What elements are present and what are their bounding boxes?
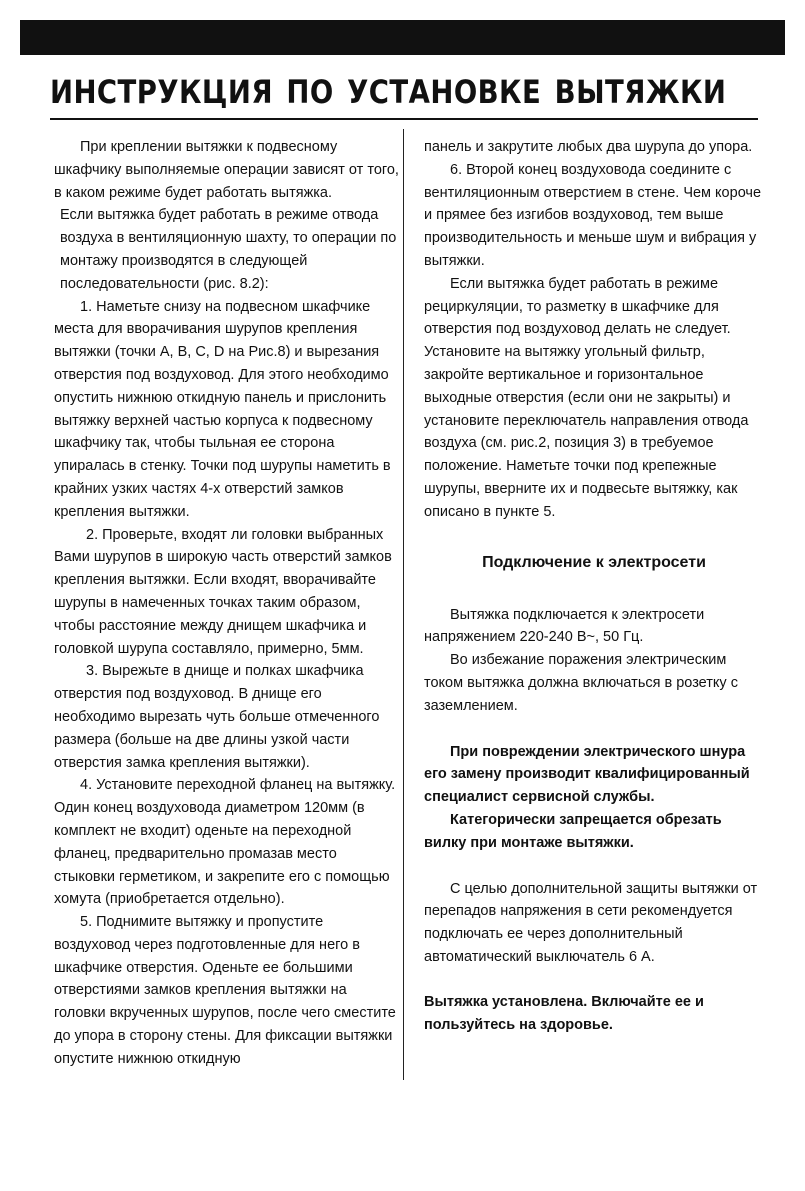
left-column xyxy=(54,136,399,1071)
section-heading-power: Подключение к электросети xyxy=(482,553,706,571)
paragraph-grounding: Во избежание поражения электрическим током вытяжка должна включаться в розетку с заземлением. xyxy=(424,652,738,714)
paragraph-step-5: 5. Поднимите вытяжку и пропустите воздуховод через подготовленные для него в шкафчике отверстия. Оденьте ее большими отверстиями замков крепления вытяжки на головки вкрученных шурупов, после чего сместите до упора в сторону стены. Для фиксации вытяжки опустите нижнюю откидную xyxy=(54,914,396,1067)
paragraph-recirculation: Если вытяжка будет работать в режиме рециркуляции, то разметку в шкафчике для отверстия под воздуховод делать не следует. Установите на вытяжку угольный фильтр, закройте вертикальное и горизонтальное выходные отверстия (если они не закрыты) и установите переключатель направления отвода воздуха (см. рис.2, позиция 3) в требуемое положение. Наметьте точки под крепежные шурупы, вверните их и подвесьте вытяжку, как описано в пункте 5. xyxy=(424,275,749,520)
closing-line-2: пользуйтесь на здоровье. xyxy=(424,1016,613,1033)
paragraph-intro: При креплении вытяжки к подвесному шкафчику выполняемые операции зависят от того, в каком режиме будет работать вытяжка. xyxy=(54,139,399,201)
paragraph-step-3: 3. Вырежьте в днище и полках шкафчика отверстия под воздуховод. В днище его необходимо вырезать чуть больше отмеченного размера (больше на две длины узкой части отверстия замка крепления вытяжки). xyxy=(54,663,380,771)
paragraph-voltage-protection: С целью дополнительной защиты вытяжки от перепадов напряжения в сети рекомендуется подключать ее через дополнительный автоматический выключатель 6 А. xyxy=(424,880,758,965)
paragraph-plug-warning: Категорически запрещается обрезать вилку при монтаже вытяжки. xyxy=(424,811,722,851)
paragraph-power-supply: Вытяжка подключается к электросети напряжением 220-240 В~, 50 Гц. xyxy=(424,606,705,646)
column-divider xyxy=(403,129,404,1080)
title-divider xyxy=(50,118,758,120)
paragraph-step-2: 2. Проверьте, входят ли головки выбранных Вами шурупов в широкую часть отверстий замков крепления вытяжки. Если входят, вворачивайте шурупы в намеченных точках таким образом, чтобы расстояние между днищем шкафчика и головкой шурупа составляло, примерно, 5мм. xyxy=(54,526,392,657)
right-column xyxy=(424,136,764,1036)
closing-line-1: Вытяжка установлена. Включайте ее и xyxy=(424,993,704,1010)
paragraph-cord-warning: При повреждении электрического шнура его замену производит квалифицированный специалист сервисной службы. xyxy=(424,743,750,806)
paragraph-step-5-continued: панель и закрутите любых два шурупа до упора. xyxy=(424,139,753,155)
paragraph-step-1: 1. Наметьте снизу на подвесном шкафчике места для вворачивания шурупов крепления вытяжки (точки А, В, С, D на Рис.8) и вырезания отверстия под воздуховод. Для этого необходимо опустить нижнюю откидную панель и прислонить вытяжку верхней частью корпуса к подвесному шкафчику так, чтобы тыльная ее сторона упиралась в стенку. Точки под шурупы наметить в крайних узких частях 4-х отверстий замков крепления вытяжки. xyxy=(54,298,391,520)
page-title: ИНСТРУКЦИЯ ПО УСТАНОВКЕ ВЫТЯЖКИ xyxy=(50,73,727,111)
header-bar xyxy=(20,20,785,55)
paragraph-step-6: 6. Второй конец воздуховода соедините с вентиляционным отверстием в стене. Чем короче и прямее без изгибов воздуховод, тем выше производительность и меньше шум и вибрация у вытяжки. xyxy=(424,161,762,269)
paragraph-exhaust-mode: Если вытяжка будет работать в режиме отвода воздуха в вентиляционную шахту, то операции по монтажу производятся в следующей последовательности (рис. 8.2): xyxy=(60,207,397,292)
paragraph-step-4: 4. Установите переходной фланец на вытяжку. Один конец воздуховода диаметром 120мм (в комплект не входит) оденьте на переходной фланец, предварительно промазав место стыковки герметиком, и закрепите его с помощью хомута (приобретается отдельно). xyxy=(54,777,396,908)
